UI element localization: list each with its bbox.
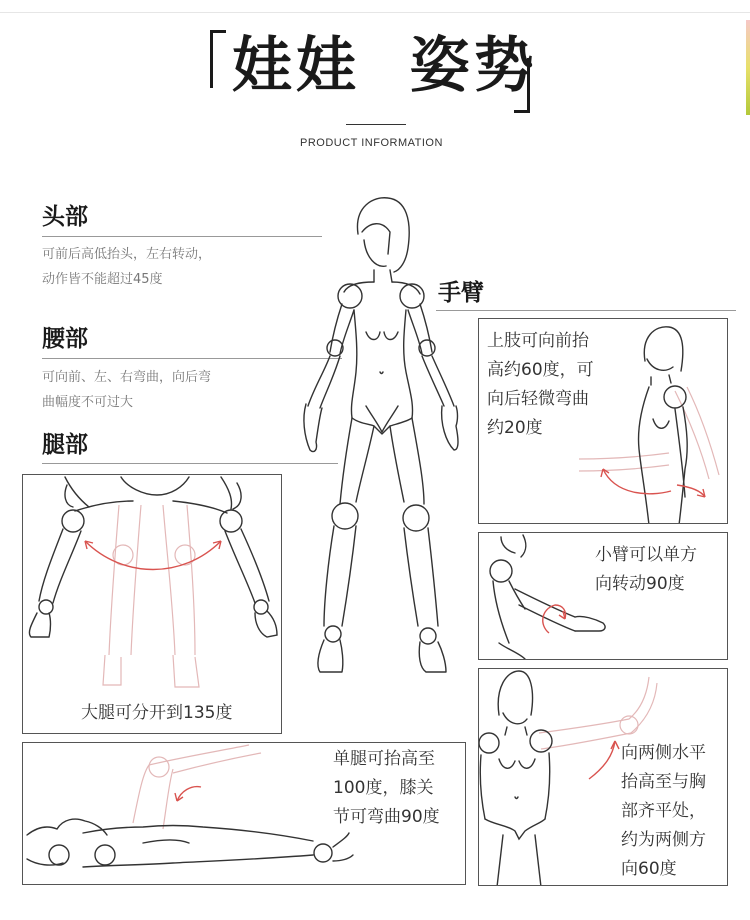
section-rule-head bbox=[42, 236, 322, 237]
edge-color-strip bbox=[746, 20, 750, 115]
arm-front-caption-line3: 向后轻微弯曲 bbox=[487, 389, 589, 409]
arm-side-caption-line4: 约为两侧方 bbox=[621, 830, 706, 850]
arm-front-caption-line2: 高约60度，可 bbox=[487, 360, 594, 380]
leg-spread-caption: 大腿可分开到135度 bbox=[81, 703, 233, 723]
section-desc-waist-line2: 曲幅度不可过大 bbox=[42, 395, 134, 410]
leg-spread-sketch bbox=[23, 475, 282, 734]
section-desc-waist-line1: 可向前、左、右弯曲，向后弯 bbox=[42, 370, 212, 385]
arm-side-caption-line2: 抬高至与胸 bbox=[621, 772, 706, 792]
panel-forearm bbox=[478, 532, 728, 660]
section-heading-head: 头部 bbox=[42, 204, 88, 230]
doll-front-figure bbox=[290, 192, 470, 682]
section-desc-head-line1: 可前后高低抬头，左右转动， bbox=[42, 247, 212, 262]
arm-front-caption-line1: 上肢可向前抬 bbox=[487, 331, 589, 351]
arm-side-caption-line5: 向60度 bbox=[621, 859, 677, 879]
forearm-caption-line1: 小臂可以单方 bbox=[595, 545, 697, 565]
section-desc-head-line2: 动作皆不能超过45度 bbox=[42, 272, 163, 287]
panel-leg-spread bbox=[22, 474, 282, 734]
arm-side-caption-line1: 向两侧水平 bbox=[621, 743, 706, 763]
section-heading-legs: 腿部 bbox=[42, 432, 88, 458]
leg-lift-caption-line2: 100度，膝关 bbox=[333, 778, 434, 798]
page-title: 娃娃 姿势 bbox=[232, 31, 538, 101]
arm-front-caption-line4: 约20度 bbox=[487, 418, 543, 438]
title-bracket-right bbox=[514, 58, 530, 113]
page-subtitle: PRODUCT INFORMATION bbox=[300, 137, 443, 149]
section-heading-waist: 腰部 bbox=[42, 326, 88, 352]
title-underline bbox=[346, 124, 406, 125]
forearm-caption-line2: 向转动90度 bbox=[595, 574, 685, 594]
section-heading-arms: 手臂 bbox=[438, 280, 484, 306]
leg-lift-caption-line1: 单腿可抬高至 bbox=[333, 749, 435, 769]
leg-lift-caption-line3: 节可弯曲90度 bbox=[333, 807, 440, 827]
panel-arm-side bbox=[478, 668, 728, 886]
section-rule-arms bbox=[436, 310, 736, 311]
arm-side-caption-line3: 部齐平处， bbox=[621, 801, 706, 821]
top-divider bbox=[0, 12, 750, 13]
title-bracket-left bbox=[210, 30, 226, 88]
panel-arm-front bbox=[478, 318, 728, 524]
panel-leg-lift bbox=[22, 742, 466, 885]
